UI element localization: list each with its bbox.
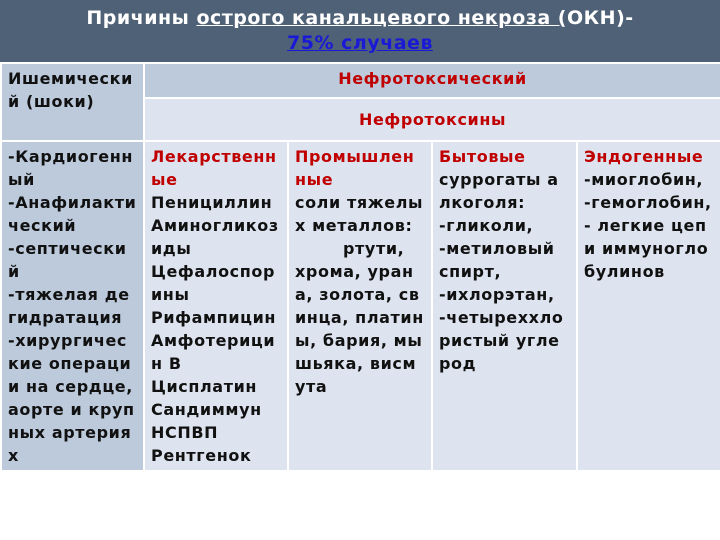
ischemic-item: -септический	[8, 239, 127, 281]
ischemic-header: Ишемический (шоки)	[1, 63, 144, 141]
household-text: -ихлорэтан,	[439, 285, 555, 304]
title-prefix: Причины	[86, 7, 197, 29]
household-text: -гликоли,	[439, 216, 534, 235]
industrial-text: соли тяжелых металлов:	[295, 193, 424, 235]
causes-table	[0, 62, 720, 472]
title-percent: 75% случаев	[287, 32, 433, 54]
endogenous-text: - легкие цепи иммуноглобулинов	[584, 216, 709, 281]
drug-item: Сандиммун	[151, 400, 262, 419]
ischemic-item: -Кардиогенный	[8, 147, 134, 189]
drug-item: Рифампицин	[151, 308, 277, 327]
drug-item: Рентгенок	[151, 446, 252, 465]
title-acronym: ОКН)-	[567, 7, 634, 29]
endogenous-cell	[577, 141, 720, 471]
drug-item: Аминогликозиды	[151, 216, 279, 258]
title-underlined: острого канальцевого некроза (	[196, 7, 567, 29]
ischemic-cell	[1, 141, 144, 471]
drug-item: Цисплатин	[151, 377, 258, 396]
ischemic-item: -Анафилактический	[8, 193, 137, 235]
industrial-cell	[288, 141, 432, 471]
household-cell	[432, 141, 577, 471]
industrial-heading: Промышленные	[295, 147, 415, 189]
ischemic-item: -тяжелая дегидратация	[8, 285, 130, 327]
household-text: -метиловый спирт,	[439, 239, 561, 281]
drug-item: Амфотерицин В	[151, 331, 276, 373]
household-text: -четыреххлористый углерод	[439, 308, 564, 373]
drugs-cell	[144, 141, 288, 471]
endogenous-text: -миоглобин,	[584, 170, 704, 189]
household-heading: Бытовые	[439, 147, 526, 166]
household-text: суррогаты алкоголя:	[439, 170, 559, 212]
drug-item: Пенициллин	[151, 193, 273, 212]
endogenous-heading: Эндогенные	[584, 147, 704, 166]
drugs-heading: Лекарственные	[151, 147, 277, 189]
nephrotoxic-header: Нефротоксический	[144, 63, 720, 98]
drug-item: Цефалоспорины	[151, 262, 276, 304]
endogenous-text: -гемоглобин,	[584, 193, 712, 212]
nephrotoxins-header: Нефротоксины	[144, 98, 720, 141]
industrial-text: хрома, урана, золота, свинца, платины, бария, мышьяка, висмута	[295, 262, 424, 396]
ischemic-item: -хирургические операции на сердце, аорте и крупных артериях	[8, 331, 140, 465]
industrial-text: ртути,	[343, 239, 405, 258]
drug-item: НСПВП	[151, 423, 219, 442]
slide-title	[0, 0, 720, 62]
